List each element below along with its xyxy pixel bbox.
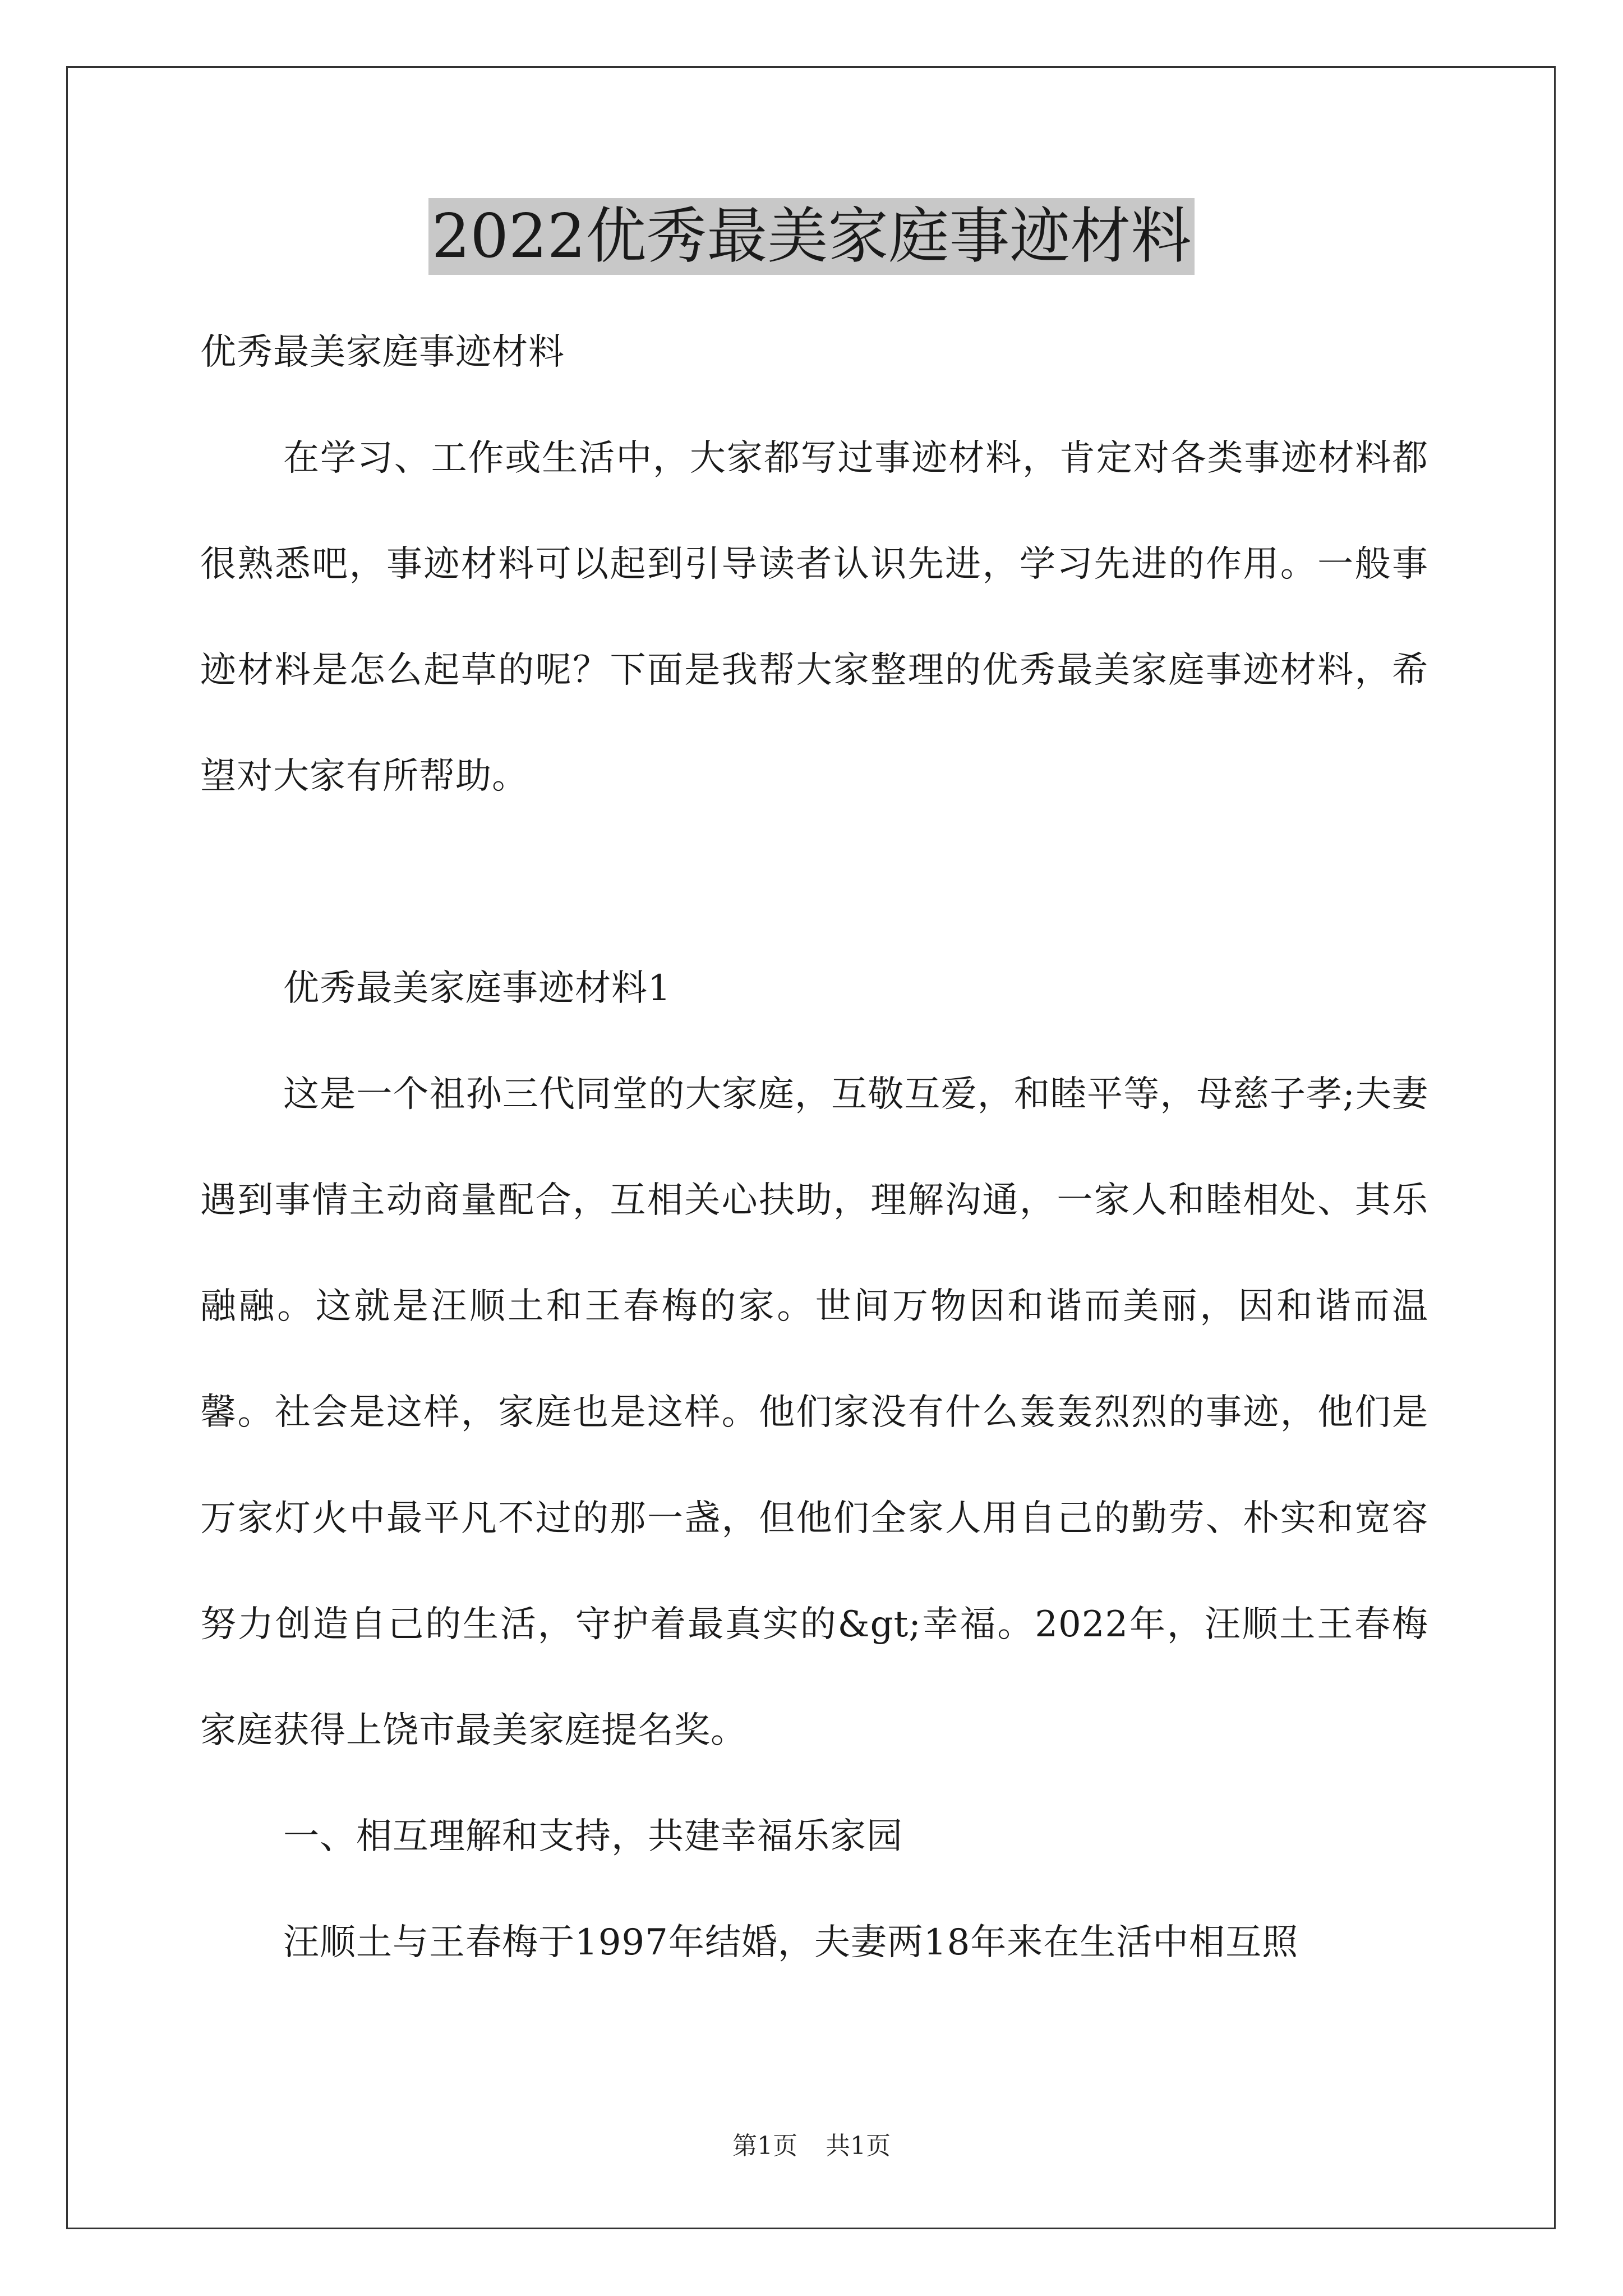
document-title (0, 197, 1623, 276)
page-number: 第1页 (732, 2132, 797, 2160)
subtitle-paragraph: 优秀最美家庭事迹材料 (200, 332, 565, 373)
document-title-text: 2022优秀最美家庭事迹材料 (428, 198, 1195, 275)
body-paragraph: 这是一个祖孙三代同堂的大家庭，互敬互爱，和睦平等，母慈子孝;夫妻遇到事情主动商量配合，互相关心扶助，理解沟通，一家人和睦相处、其乐融融。这就是汪顺土和王春梅的家。世间万物因和谐而美丽，因和谐而温馨。社会是这样，家庭也是这样。他们家没有什么轰轰烈烈的事迹，他们是万家灯火中最平凡不过的那一盏，但他们全家人用自己的勤劳、朴实和宽容努力创造自己的生活，守护着最真实的&gt;幸福。2022年，汪顺土王春梅家庭获得上饶市最美家庭提名奖。 (200, 1074, 1428, 1751)
section-heading: 优秀最美家庭事迹材料1 (283, 968, 671, 1009)
page-footer (0, 2129, 1623, 2163)
subsection-heading: 一、相互理解和支持，共建幸福乐家园 (283, 1816, 903, 1857)
page-total: 共1页 (826, 2132, 891, 2160)
document-body (200, 300, 1428, 1996)
body-paragraph-continued: 汪顺土与王春梅于1997年结婚，夫妻两18年来在生活中相互照 (283, 1922, 1299, 1963)
intro-paragraph: 在学习、工作或生活中，大家都写过事迹材料，肯定对各类事迹材料都很熟悉吧，事迹材料可以起到引导读者认识先进，学习先进的作用。一般事迹材料是怎么起草的呢？下面是我帮大家整理的优秀最美家庭事迹材料，希望对大家有所帮助。 (200, 438, 1428, 797)
